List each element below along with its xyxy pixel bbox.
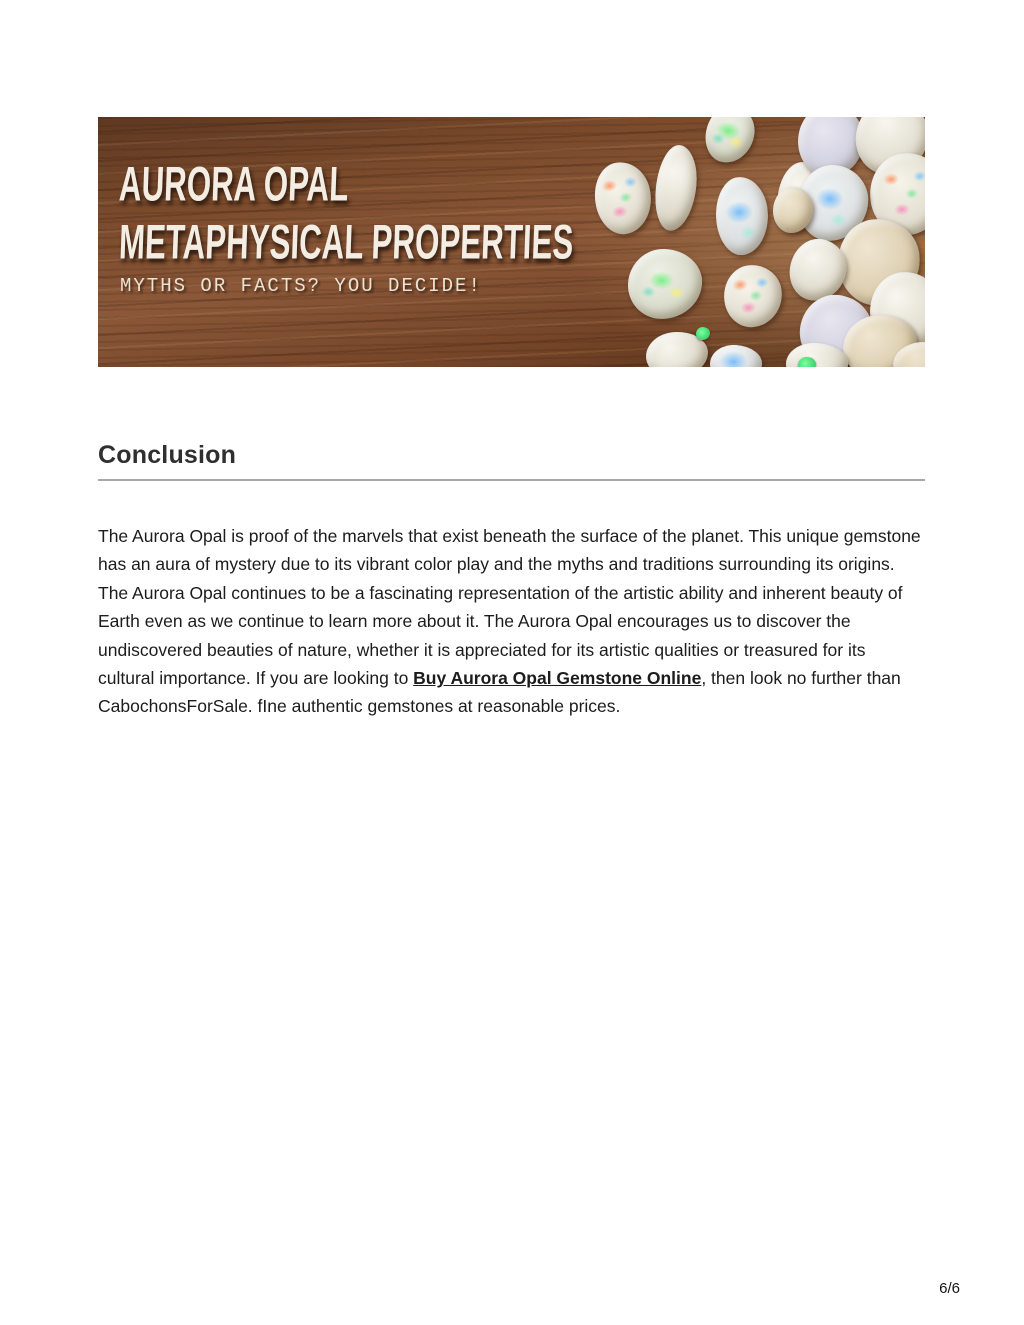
paragraph-text-after-link: , then look no further than CabochonsForSale. fIne authentic gemstones at reasonable prices.: [98, 668, 901, 717]
opal-stone: [696, 327, 710, 340]
banner-title-line2: METAPHYSICAL PROPERTIES: [118, 213, 575, 270]
banner-subtitle: MYTHS OR FACTS? YOU DECIDE!: [120, 275, 482, 297]
conclusion-paragraph: [98, 522, 925, 721]
heading-divider: [98, 479, 925, 481]
buy-gemstone-link[interactable]: Buy Aurora Opal Gemstone Online: [413, 668, 702, 689]
page-indicator: 6/6: [939, 1280, 960, 1297]
opal-stone: [798, 357, 816, 367]
banner-title-line1: AURORA OPAL: [118, 155, 350, 212]
opal-stone: [709, 343, 764, 367]
paragraph-text-before-link: The Aurora Opal is proof of the marvels that exist beneath the surface of the planet. This unique gemstone has an aura of mystery due to its vibrant color play and the myths and traditions surrounding its origins. The Aurora Opal continues to be a fascinating representation of the artistic ability and inherent beauty of Earth even as we continue to learn more about it. The Aurora Opal encourages us to discover the undiscovered beauties of nature, whether it is appreciated for its artistic qualities or treasured for its cultural importance. If you are looking to: [98, 526, 921, 689]
section-heading: Conclusion: [98, 441, 237, 469]
conclusion-section: [98, 443, 925, 721]
banner-image: [98, 117, 925, 367]
banner-text-block: [120, 157, 788, 297]
